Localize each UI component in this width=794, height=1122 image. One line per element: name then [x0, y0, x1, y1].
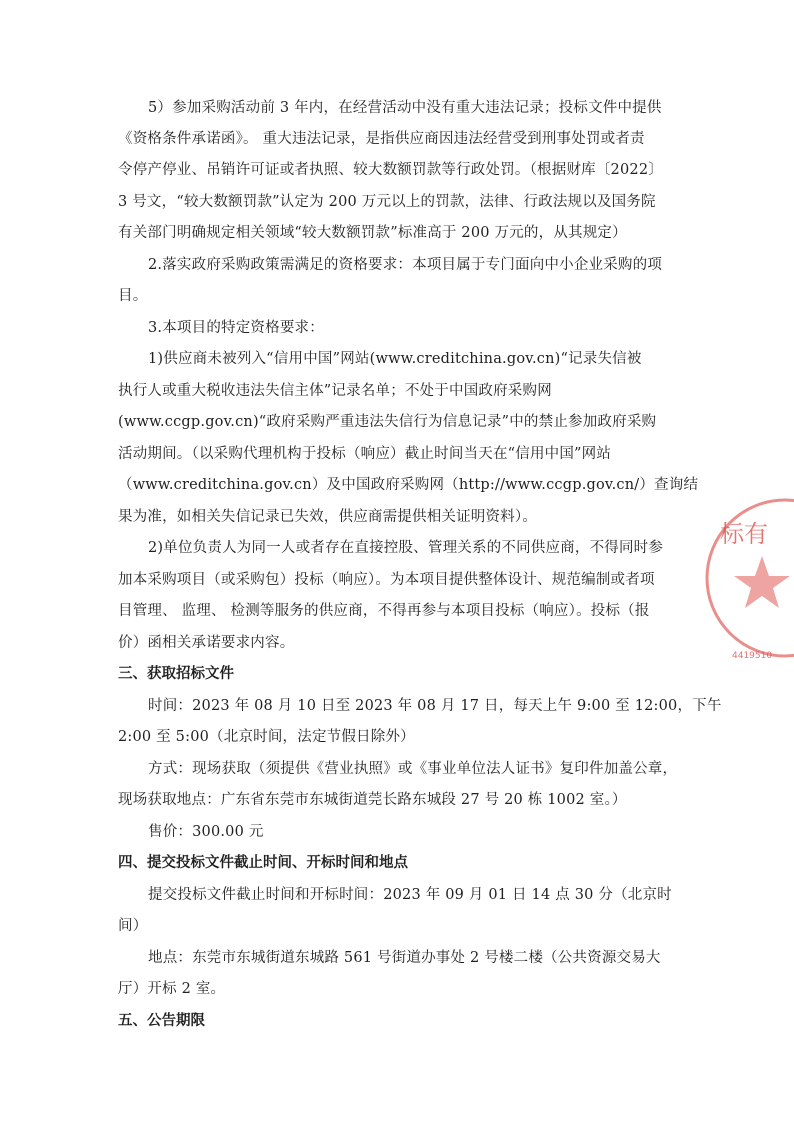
para-3-2-line-1: 2)单位负责人为同一人或者存在直接控股、管理关系的不同供应商，不得同时参 [148, 540, 664, 556]
para-3-1-line-5: （www.creditchina.gov.cn）及中国政府采购网（http://www.ccgp.gov.cn/）查询结 [118, 477, 699, 493]
section-3-heading: 三、获取招标文件 [118, 666, 234, 682]
para-2-line-1: 2.落实政府采购政策需满足的资格要求：本项目属于专门面向中小企业采购的项 [148, 257, 663, 273]
seal-text: 标有 [720, 520, 768, 548]
seal-number: 4419510 [732, 651, 773, 661]
seal-star-icon [734, 556, 790, 608]
section-3-price: 售价：300.00 元 [148, 824, 264, 840]
section-4-deadline-line-1: 提交投标文件截止时间和开标时间：2023 年 09 月 01 日 14 点 30 分（北京时 [148, 887, 672, 903]
para-3-2-line-3: 目管理、 监理、 检测等服务的供应商，不得再参与本项目投标（响应）。投标（报 [118, 603, 650, 619]
para-5-line-3: 令停产停业、吊销许可证或者执照、较大数额罚款等行政处罚。（根据财库〔2022〕 [118, 162, 663, 178]
seal-graphic [700, 498, 794, 668]
para-3-1-line-4: 活动期间。（以采购代理机构于投标（响应）截止时间当天在“信用中国”网站 [118, 446, 612, 462]
section-4-heading: 四、提交投标文件截止时间、开标时间和地点 [118, 855, 408, 871]
para-3-1-line-2: 执行人或重大税收违法失信主体”记录名单；不处于中国政府采购网 [118, 383, 552, 399]
para-5-line-1: 5）参加采购活动前 3 年内，在经营活动中没有重大违法记录；投标文件中提供 [148, 100, 662, 116]
para-5-line-5: 有关部门明确规定相关领域“较大数额罚款”标准高于 200 万元的，从其规定） [118, 225, 627, 241]
company-seal [700, 498, 794, 668]
para-5-line-4: 3 号文，“较大数额罚款”认定为 200 万元以上的罚款，法律、行政法规以及国务院 [118, 194, 656, 210]
para-3-1-line-1: 1)供应商未被列入“信用中国”网站(www.creditchina.gov.cn)“记录失信被 [148, 351, 642, 367]
para-5-line-2: 《资格条件承诺函》。 重大违法记录，是指供应商因违法经营受到刑事处罚或者责 [118, 131, 645, 147]
section-5-heading: 五、公告期限 [118, 1013, 205, 1029]
section-4-location-line-1: 地点：东莞市东城街道东城路 561 号街道办事处 2 号楼二楼（公共资源交易大 [148, 950, 661, 966]
section-4-location-line-2: 厅）开标 2 室。 [118, 981, 226, 997]
para-3-1-line-6: 果为准，如相关失信记录已失效，供应商需提供相关证明资料）。 [118, 509, 538, 525]
para-3-2-line-2: 加本采购项目（或采购包）投标（响应）。为本项目提供整体设计、规范编制或者项 [118, 572, 655, 588]
section-3-time-line-1: 时间：2023 年 08 月 10 日至 2023 年 08 月 17 日，每天上午 9:00 至 12:00，下午 [148, 698, 722, 714]
section-4-deadline-line-2: 间） [118, 918, 148, 934]
para-3-title: 3.本项目的特定资格要求： [148, 320, 324, 336]
para-3-2-line-4: 价）函相关承诺要求内容。 [118, 635, 295, 651]
section-3-method-line-2: 现场获取地点：广东省东莞市东城街道莞长路东城段 27 号 20 栋 1002 室。） [118, 792, 627, 808]
para-3-1-line-3: (www.ccgp.gov.cn)“政府采购严重违法失信行为信息记录”中的禁止参加政府采购 [118, 414, 657, 430]
section-3-method-line-1: 方式：现场获取（须提供《营业执照》或《事业单位法人证书》复印件加盖公章， [148, 761, 678, 777]
section-3-time-line-2: 2:00 至 5:00（北京时间，法定节假日除外） [118, 729, 415, 745]
para-2-line-2: 目。 [118, 288, 148, 304]
